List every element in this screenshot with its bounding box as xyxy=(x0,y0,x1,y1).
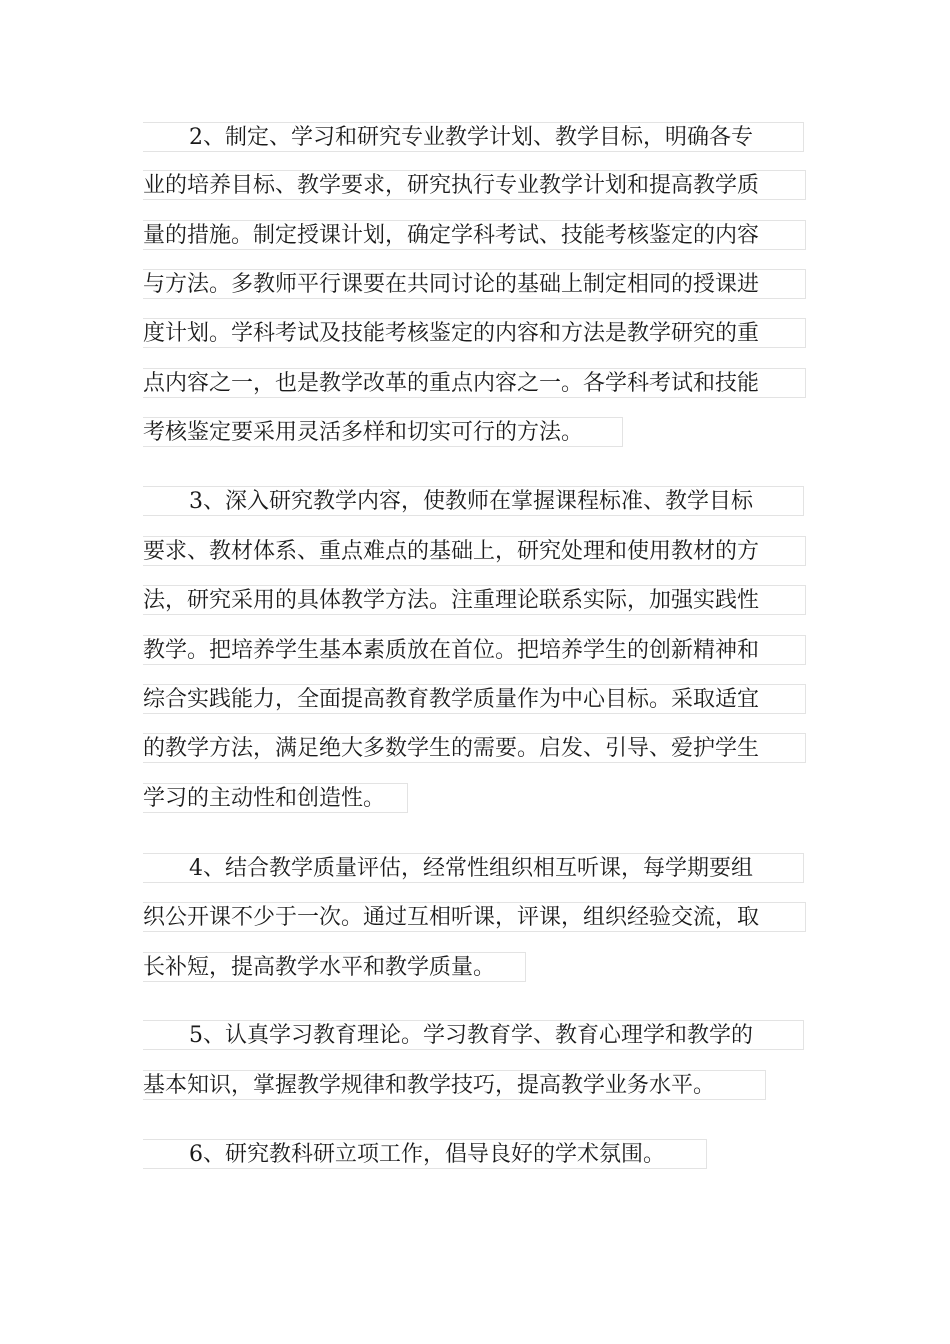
text-line: 的教学方法，满足绝大多数学生的需要。启发、引导、爱护学生 xyxy=(143,733,806,763)
text-line: 6、研究教科研立项工作，倡导良好的学术氛围。 xyxy=(143,1139,707,1169)
text-line: 度计划。学科考试及技能考核鉴定的内容和方法是教学研究的重 xyxy=(143,318,806,348)
text-line: 3、深入研究教学内容，使教师在掌握课程标准、教学目标 xyxy=(143,486,804,516)
text-line: 考核鉴定要采用灵活多样和切实可行的方法。 xyxy=(143,417,623,447)
text-line: 长补短，提高教学水平和教学质量。 xyxy=(143,952,526,982)
text-line: 点内容之一，也是教学改革的重点内容之一。各学科考试和技能 xyxy=(143,368,806,398)
text-line: 学习的主动性和创造性。 xyxy=(143,783,408,813)
text-line: 与方法。多教师平行课要在共同讨论的基础上制定相同的授课进 xyxy=(143,269,806,299)
text-line: 量的措施。制定授课计划，确定学科考试、技能考核鉴定的内容 xyxy=(143,220,806,250)
text-line: 2、制定、学习和研究专业教学计划、教学目标，明确各专 xyxy=(143,122,804,152)
text-line: 4、结合教学质量评估，经常性组织相互听课，每学期要组 xyxy=(143,853,804,883)
text-line: 基本知识，掌握教学规律和教学技巧，提高教学业务水平。 xyxy=(143,1070,766,1100)
text-line: 5、认真学习教育理论。学习教育学、教育心理学和教学的 xyxy=(143,1020,804,1050)
text-line: 教学。把培养学生基本素质放在首位。把培养学生的创新精神和 xyxy=(143,635,806,665)
text-line: 综合实践能力，全面提高教育教学质量作为中心目标。采取适宜 xyxy=(143,684,806,714)
text-line: 织公开课不少于一次。通过互相听课，评课，组织经验交流，取 xyxy=(143,902,806,932)
text-line: 业的培养目标、教学要求，研究执行专业教学计划和提高教学质 xyxy=(143,170,806,200)
text-line: 法，研究采用的具体教学方法。注重理论联系实际，加强实践性 xyxy=(143,585,806,615)
text-line: 要求、教材体系、重点难点的基础上，研究处理和使用教材的方 xyxy=(143,536,806,566)
